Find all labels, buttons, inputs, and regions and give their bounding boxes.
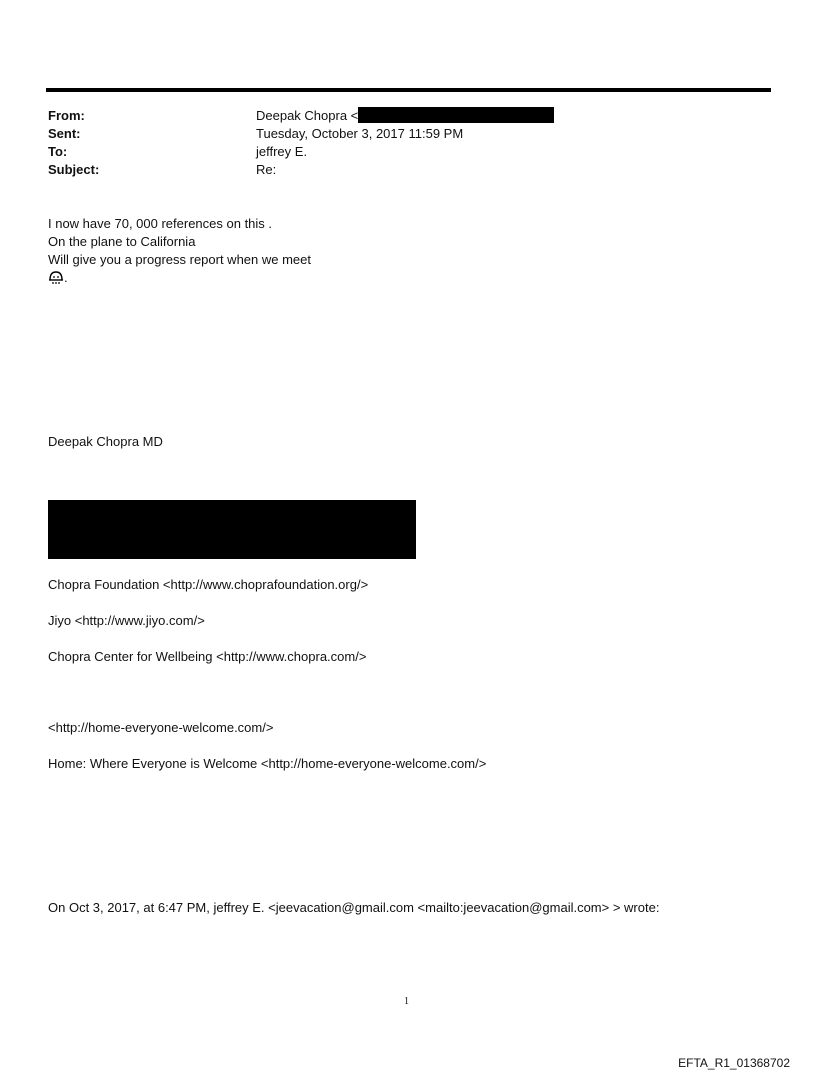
- signature-link-chopra-foundation[interactable]: Chopra Foundation <http://www.choprafoundation.org/>: [48, 577, 369, 592]
- body-line-2: On the plane to California: [48, 234, 196, 249]
- page-number: 1: [404, 996, 409, 1007]
- sent-label: Sent:: [48, 126, 81, 141]
- from-value: [256, 107, 554, 125]
- quote-intro: On Oct 3, 2017, at 6:47 PM, jeffrey E. <jeevacation@gmail.com <mailto:jeevacation@gmail.com> > wrote:: [48, 900, 660, 915]
- redaction-from-email: [358, 107, 554, 123]
- from-label: From:: [48, 108, 85, 123]
- body-line-1: I now have 70, 000 references on this .: [48, 216, 273, 231]
- to-value: jeffrey E.: [256, 144, 308, 159]
- signature-link-home-welcome[interactable]: Home: Where Everyone is Welcome <http://home-everyone-welcome.com/>: [48, 756, 487, 771]
- signature-link-jiyo[interactable]: Jiyo <http://www.jiyo.com/>: [48, 613, 205, 628]
- bates-number: EFTA_R1_01368702: [678, 1056, 790, 1070]
- from-name: Deepak Chopra <: [256, 108, 359, 123]
- redaction-block: [48, 500, 416, 559]
- signature-link-chopra-center[interactable]: Chopra Center for Wellbeing <http://www.chopra.com/>: [48, 649, 367, 664]
- emoji-trailer: .: [64, 270, 68, 285]
- header-rule: [46, 88, 771, 92]
- body-line-4: [48, 269, 68, 287]
- signature-link-home[interactable]: <http://home-everyone-welcome.com/>: [48, 720, 274, 735]
- subject-value: Re:: [256, 162, 277, 177]
- to-label: To:: [48, 144, 68, 159]
- body-line-3: Will give you a progress report when we meet: [48, 252, 312, 267]
- smiley-emoji-icon: [48, 270, 64, 284]
- sent-value: Tuesday, October 3, 2017 11:59 PM: [256, 126, 464, 141]
- signature-name: Deepak Chopra MD: [48, 434, 163, 449]
- subject-label: Subject:: [48, 162, 100, 177]
